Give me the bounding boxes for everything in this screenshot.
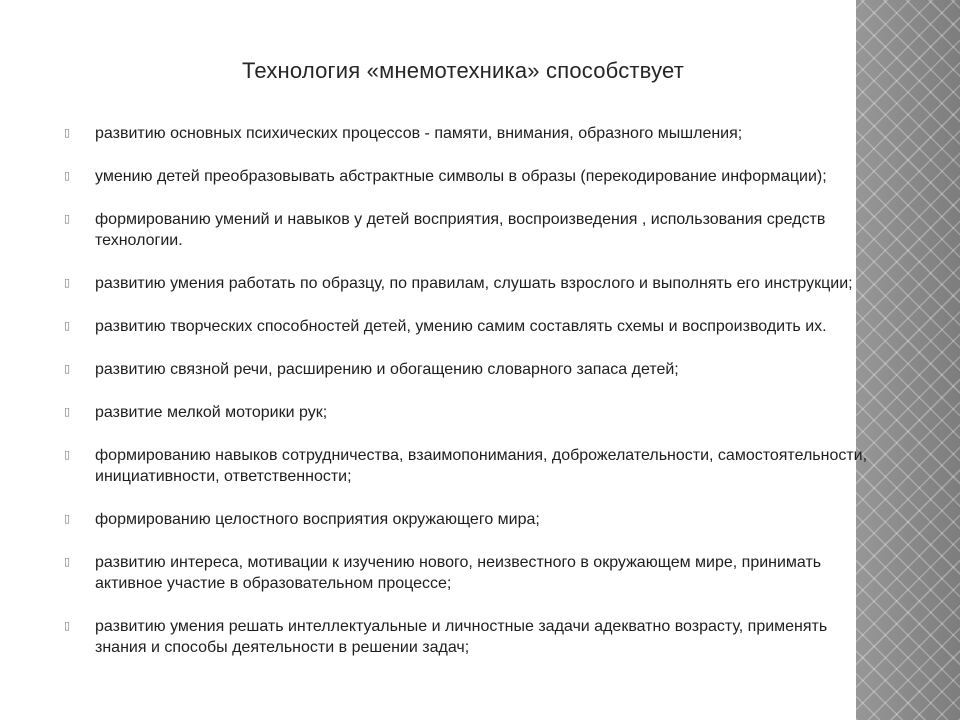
list-item [64,123,876,144]
list-item [64,166,876,187]
bullet-icon: ▯ [64,512,71,525]
bullet-icon: ▯ [64,362,71,375]
bullet-icon: ▯ [64,555,71,568]
bullet-list [64,123,876,680]
list-item [64,445,876,487]
bullet-icon: ▯ [64,276,71,289]
list-item [64,273,876,294]
list-item-text: формированию целостного восприятия окружающего мира; [95,511,540,528]
list-item-text: формированию умений и навыков у детей восприятия, воспроизведения , использования средств технологии. [95,211,826,249]
bullet-icon: ▯ [64,448,71,461]
bullet-icon: ▯ [64,126,71,139]
list-item-text: умению детей преобразовывать абстрактные символы в образы (перекодирование информации); [95,168,827,185]
list-item [64,209,876,251]
bullet-icon: ▯ [64,405,71,418]
list-item [64,316,876,337]
list-item-text: формированию навыков сотрудничества, взаимопонимания, доброжелательности, самостоятельности, инициативности, ответственности; [95,447,868,485]
list-item-text: развитию связной речи, расширению и обогащению словарного запаса детей; [95,361,679,378]
list-item-text: развитию интереса, мотивации к изучению нового, неизвестного в окружающем мире, принимать активное участие в образовательном процессе; [95,554,822,592]
list-item-text: развитию творческих способностей детей, умению самим составлять схемы и воспроизводить их. [95,318,827,335]
list-item-text: развитию умения решать интеллектуальные и личностные задачи адекватно возрасту, применять знания и способы деятельности в решении задач; [95,618,828,656]
bullet-icon: ▯ [64,619,71,632]
list-item [64,509,876,530]
list-item [64,359,876,380]
list-item-text: развитие мелкой моторики рук; [95,404,328,421]
slide-title: Технология «мнемотехника» способствует [241,58,685,83]
bullet-icon: ▯ [64,169,71,182]
list-item-text: развитию основных психических процессов - памяти, внимания, образного мышления; [95,125,743,142]
list-item-text: развитию умения работать по образцу, по правилам, слушать взрослого и выполнять его инструкции; [95,275,853,292]
list-item [64,552,876,594]
list-item [64,616,876,658]
bullet-icon: ▯ [64,319,71,332]
bullet-icon: ▯ [64,212,71,225]
list-item [64,402,876,423]
